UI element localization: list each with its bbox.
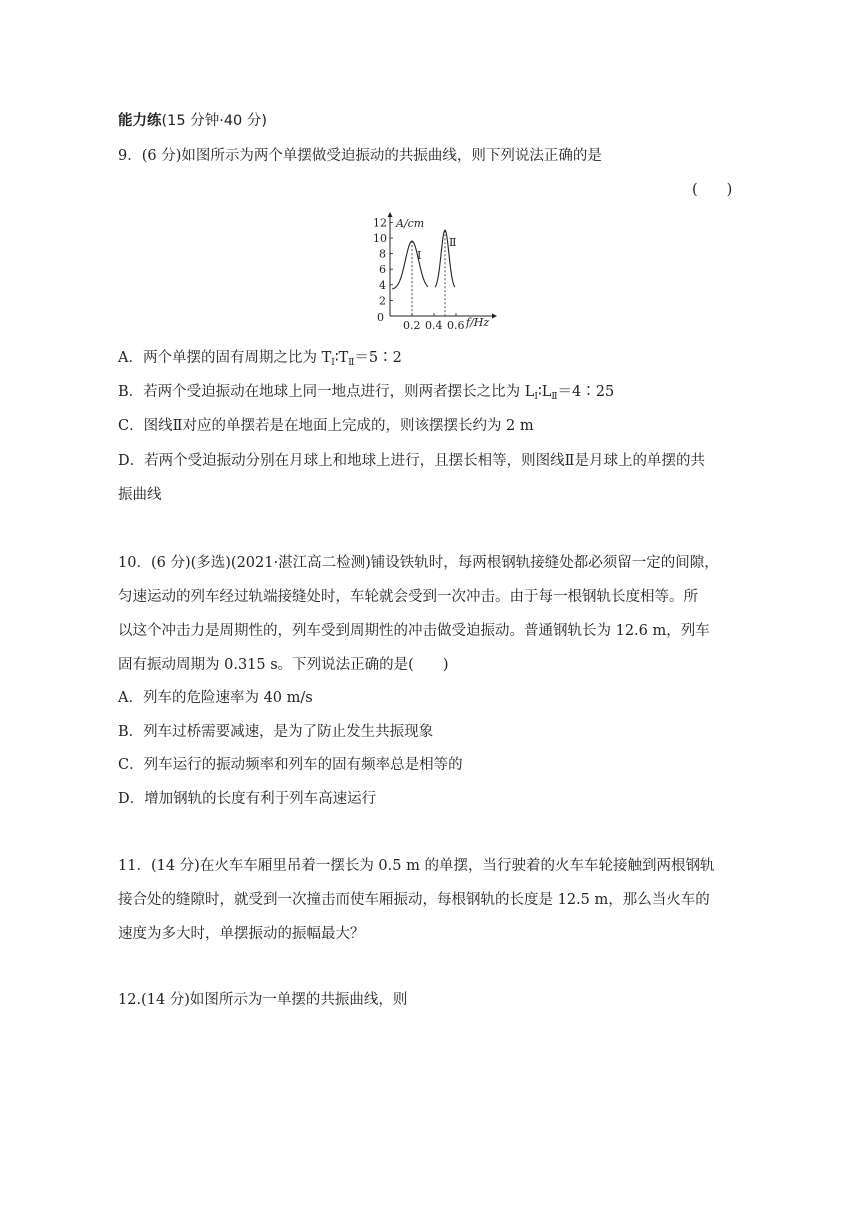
q10-stem-line-4: 固有振动周期为 0.315 s。下列说法正确的是( )	[118, 657, 449, 673]
q9-option-d: D．若两个受迫振动分别在月球上和地球上进行，且摆长相等，则图线Ⅱ是月球上的单摆的共	[118, 453, 705, 469]
x-tick-label: 0.4	[425, 319, 443, 332]
curve-1-label: Ⅰ	[417, 249, 422, 262]
q10-option-d: D．增加钢轨的长度有利于列车高速运行	[118, 791, 377, 807]
q9-option-a-part2: ∶T	[334, 350, 349, 366]
q11-stem-line-1: 11．(14 分)在火车车厢里吊着一摆长为 0.5 m 的单摆，当行驶着的火车车轮接触到两根钢轨	[118, 858, 715, 874]
x-tick-label: 0.2	[403, 319, 421, 332]
q9-option-c: C．图线Ⅱ对应的单摆若是在地面上完成的，则该摆摆长约为 2 m	[118, 418, 534, 434]
q9-option-a	[118, 348, 402, 373]
section-title: 能力练	[118, 113, 162, 129]
q9-option-b	[118, 382, 614, 407]
q9-option-a-part3: ＝5∶2	[354, 350, 402, 366]
q9-option-b-sub2: Ⅱ	[551, 392, 558, 402]
q10-option-b: B．列车过桥需要减速，是为了防止发生共振现象	[118, 724, 434, 740]
q12-stem: 12.(14 分)如图所示为一单摆的共振曲线，则	[118, 992, 408, 1008]
q9-option-a-part1: A．两个单摆的固有周期之比为 T	[118, 350, 332, 366]
q9-option-b-part3: ＝4∶25	[557, 384, 615, 400]
x-axis-label: f/Hz	[466, 316, 490, 329]
q9-option-d-continued: 振曲线	[118, 487, 162, 503]
origin-label: 0	[377, 311, 384, 324]
resonance-curve-figure	[360, 208, 500, 333]
q10-stem-line-2: 匀速运动的列车经过轨端接缝处时，车轮就会受到一次冲击。由于每一根钢轨长度相等。所	[118, 589, 698, 605]
y-tick-label: 12	[373, 216, 387, 230]
y-axis-label: A/cm	[396, 217, 425, 230]
q9-option-a-sub1: Ⅰ	[331, 358, 335, 368]
q10-stem-line-1: 10．(6 分)(多选)(2021·湛江高二检测)铺设铁轨时，每两根钢轨接缝处都必须留一定的间隙，	[118, 555, 719, 571]
curve-2-label: Ⅱ	[449, 236, 457, 249]
section-meta: (15 分钟·40 分)	[161, 113, 268, 129]
x-tick-label: 0.6	[447, 319, 465, 332]
q9-option-b-sub1: Ⅰ	[534, 392, 538, 402]
x-axis-arrow	[492, 314, 497, 319]
q9-option-b-part1: B．若两个受迫振动在地球上同一地点进行，则两者摆长之比为 L	[118, 384, 535, 400]
q9-option-b-part2: ∶L	[537, 384, 552, 400]
axis-ticks	[373, 216, 465, 332]
q11-stem-line-2: 接合处的缝隙时，就受到一次撞击而使车厢振动，每根钢轨的长度是 12.5 m，那么当火车的	[118, 892, 710, 908]
q9-answer-bracket: ( )	[692, 182, 733, 198]
curve-1	[392, 241, 428, 289]
q9-option-a-sub2: Ⅱ	[348, 358, 355, 368]
y-tick-label: 10	[373, 232, 387, 245]
q9-stem: 9．(6 分)如图所示为两个单摆做受迫振动的共振曲线，则下列说法正确的是	[118, 148, 602, 164]
y-axis-arrow	[388, 212, 393, 217]
q10-option-a: A．列车的危险速率为 40 m/s	[118, 690, 313, 706]
q10-option-c: C．列车运行的振动频率和列车的固有频率总是相等的	[118, 757, 463, 773]
q10-stem-line-3: 以这个冲击力是周期性的，列车受到周期性的冲击做受迫振动。普通钢轨长为 12.6 m，列车	[118, 623, 710, 639]
section-heading	[118, 111, 267, 131]
y-tick-label: 6	[379, 263, 386, 277]
q11-stem-line-3: 速度为多大时，单摆振动的振幅最大？	[118, 926, 365, 942]
y-tick-label: 4	[379, 278, 386, 292]
y-tick-label: 8	[379, 247, 386, 261]
y-tick-label: 2	[379, 294, 386, 308]
